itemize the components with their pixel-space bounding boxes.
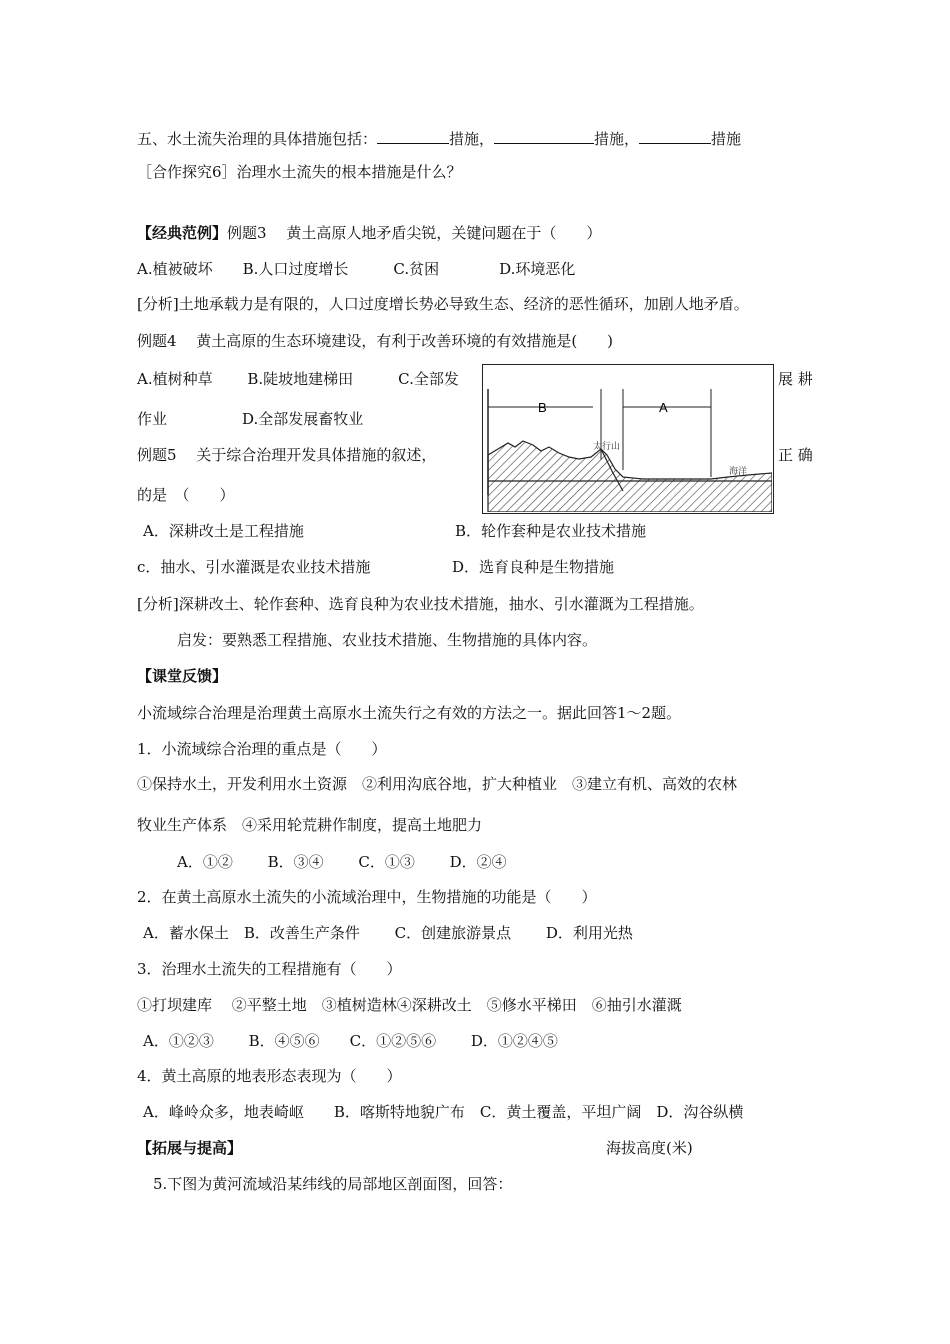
label-sea: 海洋: [729, 466, 748, 476]
example5-title-left: 例题5 关于综合治理开发具体措施的叙述，: [137, 446, 437, 464]
cross-section-svg: [483, 365, 772, 512]
label-a: A: [659, 400, 668, 415]
question-1-line-2: 牧业生产体系 ④采用轮荒耕作制度，提高土地肥力: [137, 816, 483, 834]
answer-blank-1[interactable]: [377, 127, 449, 144]
question-1: 1．小流域综合治理的重点是（ ）: [137, 740, 387, 758]
example3-options: A.植被破坏 B.人口过度增长 C.贫困 D.环境恶化: [137, 260, 576, 278]
question-2: 2．在黄土高原水土流失的小流域治理中，生物措施的功能是（ ）: [137, 888, 597, 906]
example5-hint: 启发：要熟悉工程措施、农业技术措施、生物措施的具体内容。: [177, 631, 598, 649]
question-4: 4．黄土高原的地表形态表现为（ ）: [137, 1067, 402, 1085]
section5-line: [137, 127, 741, 149]
example5-option-c: c．抽水、引水灌溉是农业技术措施: [137, 558, 371, 576]
altitude-label: 海拔高度(米): [606, 1139, 693, 1157]
question-3-options: A．①②③ B．④⑤⑥ C．①②⑤⑥ D．①②④⑤: [143, 1032, 558, 1050]
question-1-line-1: ①保持水土，开发利用水土资源 ②利用沟底谷地，扩大种植业 ③建立有机、高效的农林: [137, 775, 738, 793]
section5-prefix: 五、水土流失治理的具体措施包括：: [137, 130, 378, 148]
coop-question: ［合作探究6］治理水土流失的根本措施是什么？: [137, 163, 462, 181]
example5-analysis: [分析]深耕改土、轮作套种、选育良种为农业技术措施，抽水、引水灌溉为工程措施。: [137, 595, 704, 613]
example5-title-cont: 的是 （ ）: [137, 486, 235, 504]
example4-options-cont: 作业 D.全部发展畜牧业: [137, 410, 364, 428]
example5-title-right: 正 确: [778, 446, 813, 464]
extend-heading: 【拓展与提高】: [137, 1139, 243, 1157]
label-b: B: [538, 400, 547, 415]
question-1-options: A．①② B．③④ C．①③ D．②④: [177, 853, 507, 871]
feedback-heading: 【课堂反馈】: [137, 667, 228, 685]
example5-option-d: D．选育良种是生物措施: [452, 558, 615, 576]
section5-word2: 措施，: [594, 130, 640, 148]
example5-option-b: B．轮作套种是农业技术措施: [455, 522, 647, 540]
classic-examples-tag: 【经典范例】: [137, 224, 228, 242]
section5-word1: 措施，: [449, 130, 495, 148]
example4-options-right: 展 耕: [778, 370, 813, 388]
question-3-items: ①打坝建库 ②平整土地 ③植树造林④深耕改土 ⑤修水平梯田 ⑥抽引水灌溉: [137, 996, 682, 1014]
answer-blank-3[interactable]: [639, 127, 711, 144]
question-3: 3．治理水土流失的工程措施有（ ）: [137, 960, 402, 978]
example4-options-left: A.植树种草 B.陡坡地建梯田 C.全部发: [137, 370, 459, 388]
label-mountain: 太行山: [593, 441, 621, 451]
example3-title: [137, 223, 601, 243]
feedback-intro: 小流域综合治理是治理黄土高原水土流失行之有效的方法之一。据此回答1～2题。: [137, 704, 682, 722]
example3-analysis: [分析]土地承载力是有限的，人口过度增长势必导致生态、经济的恶性循环，加剧人地矛盾。: [137, 295, 749, 313]
terrain-profile: [488, 441, 772, 512]
example3-question: 例题3 黄土高原人地矛盾尖锐，关键问题在于（ ）: [227, 224, 602, 242]
question-4-options: A．峰岭众多，地表崎岖 B．喀斯特地貌广布 C．黄土覆盖，平坦广阔 D．沟谷纵横: [143, 1103, 744, 1121]
example5-option-a: A．深耕改土是工程措施: [143, 522, 304, 540]
cross-section-figure: [482, 364, 774, 514]
section5-word3: 措施: [711, 130, 742, 148]
question-5: 5.下图为黄河流域沿某纬线的局部地区剖面图，回答：: [153, 1175, 513, 1193]
question-2-options: A．蓄水保土 B．改善生产条件 C．创建旅游景点 D．利用光热: [143, 924, 633, 942]
answer-blank-2[interactable]: [494, 127, 594, 144]
example4-title: 例题4 黄土高原的生态环境建设，有利于改善环境的有效措施是( ): [137, 332, 614, 350]
